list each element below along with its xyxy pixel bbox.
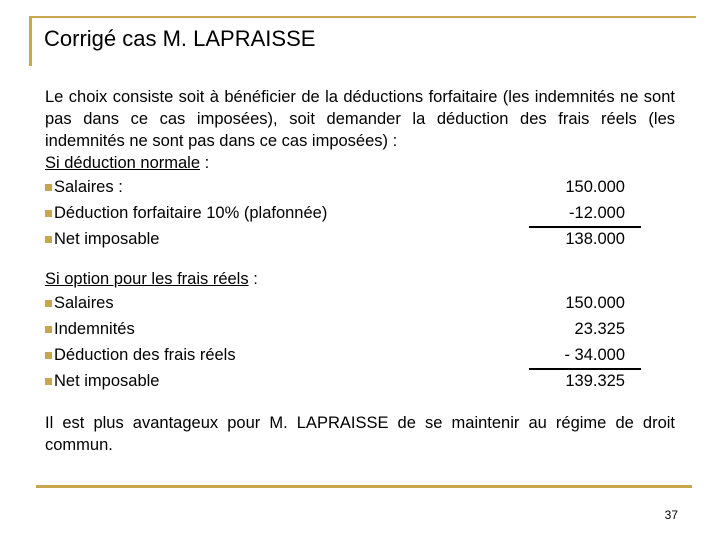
bullet-icon: [45, 378, 52, 385]
conclusion-paragraph: Il est plus avantageux pour M. LAPRAISSE de se maintenir au régime de droit commun.: [45, 414, 675, 454]
section1-heading: Si déduction normale :: [45, 154, 210, 172]
total-rule: [529, 368, 641, 370]
section1-title: Si déduction normale: [45, 154, 201, 172]
table-row: Net imposable 138.000: [45, 226, 675, 252]
bullet-icon: [45, 326, 52, 333]
bullet-icon: [45, 184, 52, 191]
table-row: Déduction forfaitaire 10% (plafonnée) -12.000: [45, 200, 675, 226]
table-row: Déduction des frais réels - 34.000: [45, 342, 675, 368]
page-number: 37: [664, 508, 678, 522]
table-row: Indemnités 23.325: [45, 316, 675, 342]
section2-title: Si option pour les frais réels: [45, 270, 249, 288]
table-row: Salaires : 150.000: [45, 174, 675, 200]
footer-rule: [36, 485, 692, 488]
table-row: Salaires 150.000: [45, 290, 675, 316]
table-row: Net imposable 139.325: [45, 368, 675, 394]
bullet-icon: [45, 210, 52, 217]
slide-title: Corrigé cas M. LAPRAISSE: [44, 26, 316, 51]
intro-paragraph: Le choix consiste soit à bénéficier de la déductions forfaitaire (les indemnités ne sont pas dans ce cas imposées), soit demander la déduction des frais réels (les indemnités ne sont pas dans ce cas imposées) :: [45, 88, 675, 150]
bullet-icon: [45, 300, 52, 307]
section2-heading: Si option pour les frais réels :: [45, 270, 258, 288]
bullet-icon: [45, 236, 52, 243]
bullet-icon: [45, 352, 52, 359]
slide-content: [45, 86, 675, 473]
total-rule: [529, 226, 641, 228]
